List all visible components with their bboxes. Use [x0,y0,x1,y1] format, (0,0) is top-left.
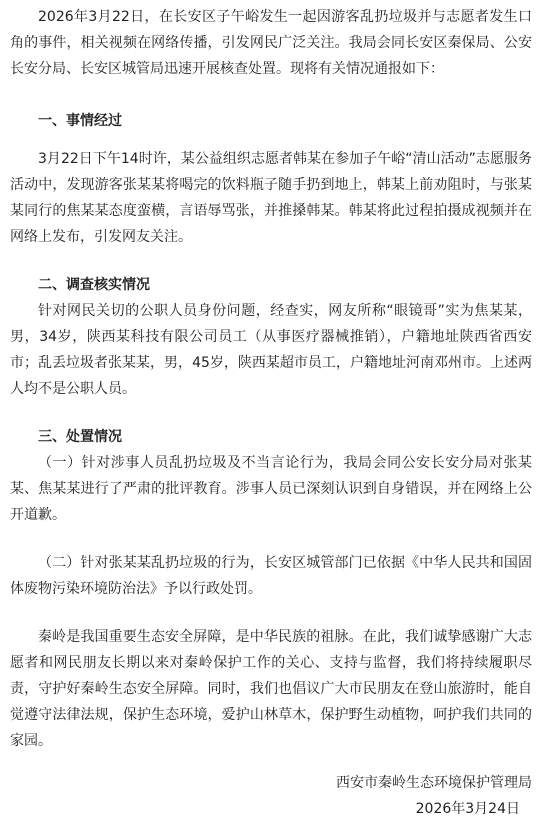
section-paragraph-process: 3月22日下午14时许，某公益组织志愿者韩某在参加子午峪“清山活动”志愿服务活动中，发现游客张某某将喝完的饮料瓶子随手扔到地上，韩某上前劝阻时，与张某某同行的焦某某态度蛮横，言语辱骂张，并推搡韩某。韩某将此过程拍摄成视频并在网络上发布，引发网友关注。 [10,151,532,245]
spacer [10,82,532,108]
closing-paragraph: 秦岭是我国重要生态安全屏障，是中华民族的祖脉。在此，我们诚挚感谢广大志愿者和网民朋友长期以来对秦岭保护工作的关心、支持与监督，我们将持续履职尽责，守护好秦岭生态安全屏障。同时，我们也倡议广大市民朋友在登山旅游时，能自觉遵守法律法规，保护生态环境，爱护山林草木，保护野生动植物，呵护我们共同的家园。 [10,629,532,749]
section-heading-handling: 三、处置情况 [38,429,122,445]
notice-document [10,4,532,754]
signature-organization: 西安市秦岭生态环境保护管理局 [336,775,532,791]
spacer [10,602,532,624]
section-paragraph-handling-2: （二）针对张某某乱扔垃圾的行为，长安区城管部门已依据《中华人民共和国固体废物污染环境防治法》予以行政处罚。 [10,555,532,597]
spacer [10,528,532,550]
intro-paragraph: 2026年3月22日，在长安区子午峪发生一起因游客乱扔垃圾并与志愿者发生口角的事件，相关视频在网络传播，引发网民广泛关注。我局会同长安区秦保局、公安长安分局、长安区城管局迅速开展核查处置。现将有关情况通报如下： [10,9,532,77]
section-heading-investigation: 二、调查核实情况 [38,277,150,293]
section-paragraph-investigation: 针对网民关切的公职人员身份问题，经查实，网友所称“眼镜哥”实为焦某某，男，34岁，陕西某科技有限公司员工（从事医疗器械推销），户籍地址陕西省西安市；乱丢垃圾者张某某，男，45岁，陕西某超市员工，户籍地址河南邓州市。上述两人均不是公职人员。 [10,303,532,397]
section-heading-process: 一、事情经过 [38,113,122,129]
spacer [10,134,532,146]
signature-date: 2026年3月24日 [415,801,520,817]
spacer [10,402,532,424]
section-paragraph-handling-1: （一）针对涉事人员乱扔垃圾及不当言论行为，我局会同公安长安分局对张某某、焦某某进行了严肃的批评教育。涉事人员已深刻认识到自身错误，并在网络上公开道歉。 [10,455,532,523]
spacer [10,250,532,272]
